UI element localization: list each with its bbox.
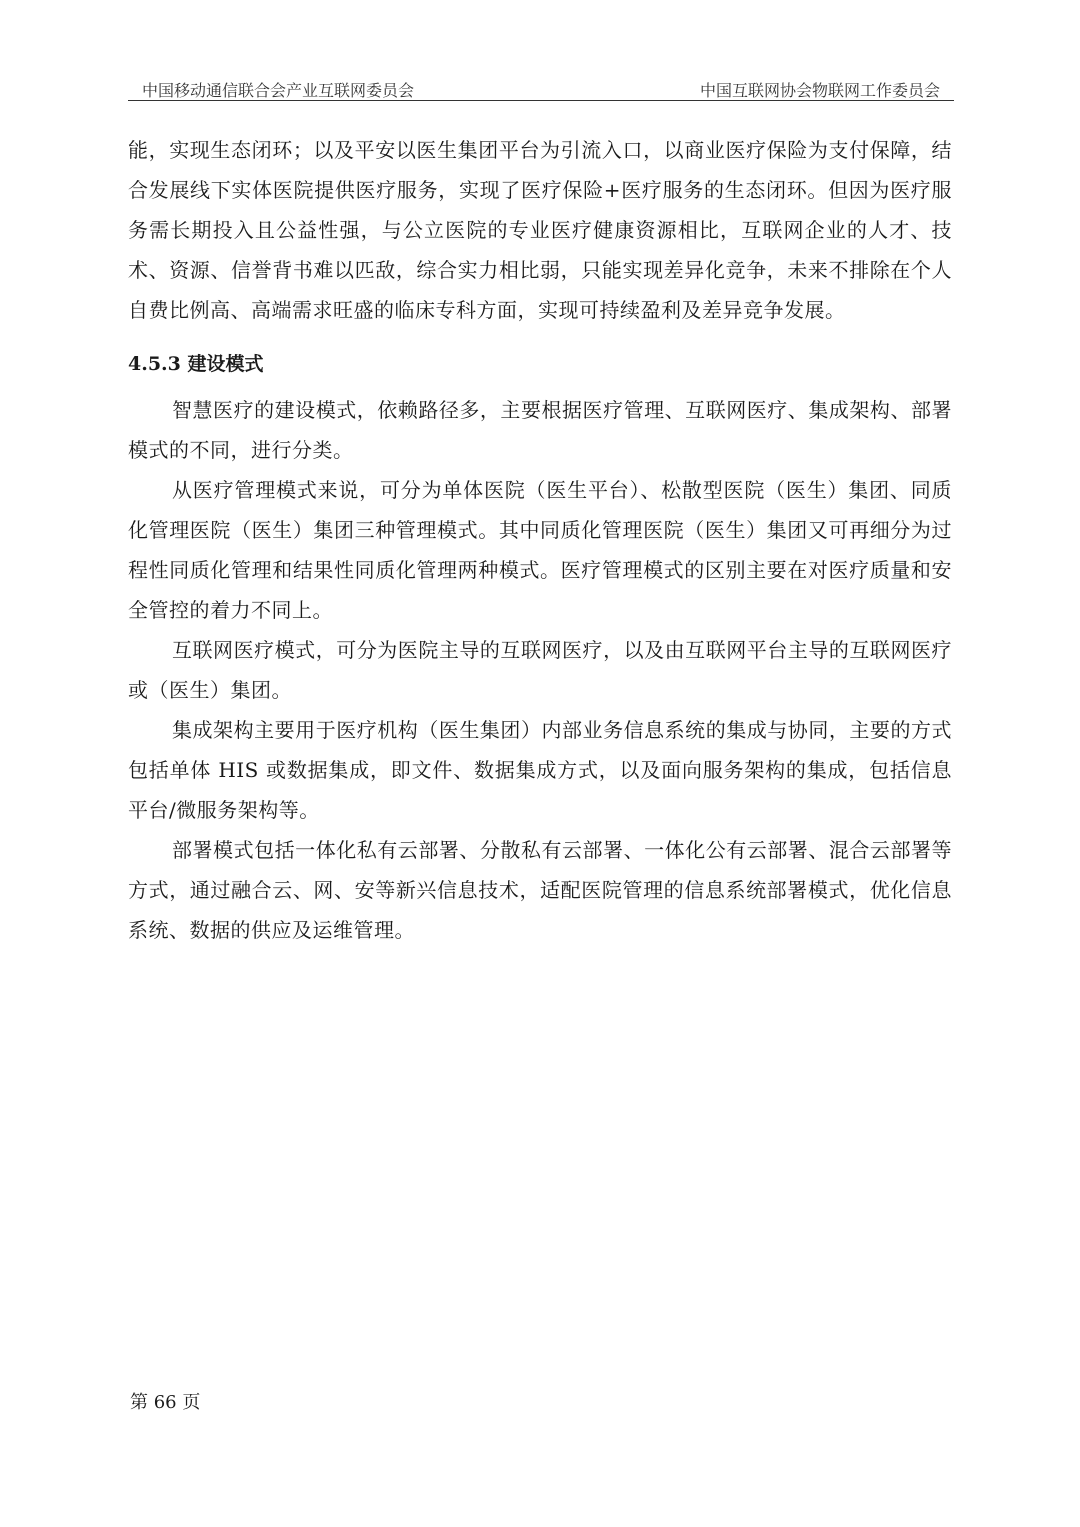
body-paragraph: 集成架构主要用于医疗机构（医生集团）内部业务信息系统的集成与协同，主要的方式包括单体 HIS 或数据集成，即文件、数据集成方式，以及面向服务架构的集成，包括信息平台/微服务架构等。 — [128, 718, 952, 822]
body-paragraph: 互联网医疗模式，可分为医院主导的互联网医疗，以及由互联网平台主导的互联网医疗或（医生）集团。 — [128, 638, 952, 702]
body-paragraph: 智慧医疗的建设模式，依赖路径多，主要根据医疗管理、互联网医疗、集成架构、部署模式的不同，进行分类。 — [128, 398, 952, 462]
header-right-org: 中国互联网协会物联网工作委员会 — [699, 81, 940, 100]
header-left-org: 中国移动通信联合会产业互联网委员会 — [142, 81, 415, 100]
body-paragraph: 部署模式包括一体化私有云部署、分散私有云部署、一体化公有云部署、混合云部署等方式，通过融合云、网、安等新兴信息技术，适配医院管理的信息系统部署模式，优化信息系统、数据的供应及运维管理。 — [128, 838, 952, 942]
page-number: 第 66 页 — [130, 1392, 201, 1413]
section-heading: 4.5.3 建设模式 — [128, 353, 264, 375]
page-content — [128, 130, 952, 950]
intro-paragraph: 能，实现生态闭环；以及平安以医生集团平台为引流入口，以商业医疗保险为支付保障，结合发展线下实体医院提供医疗服务，实现了医疗保险+医疗服务的生态闭环。但因为医疗服务需长期投入且公益性强，与公立医院的专业医疗健康资源相比，互联网企业的人才、技术、资源、信誉背书难以匹敌，综合实力相比弱，只能实现差异化竞争，未来不排除在个人自费比例高、高端需求旺盛的临床专科方面，实现可持续盈利及差异竞争发展。 — [128, 138, 952, 322]
body-paragraph: 从医疗管理模式来说，可分为单体医院（医生平台）、松散型医院（医生）集团、同质化管理医院（医生）集团三种管理模式。其中同质化管理医院（医生）集团又可再细分为过程性同质化管理和结果性同质化管理两种模式。医疗管理模式的区别主要在对医疗质量和安全管控的着力不同上。 — [128, 478, 952, 622]
page-header — [128, 70, 954, 101]
